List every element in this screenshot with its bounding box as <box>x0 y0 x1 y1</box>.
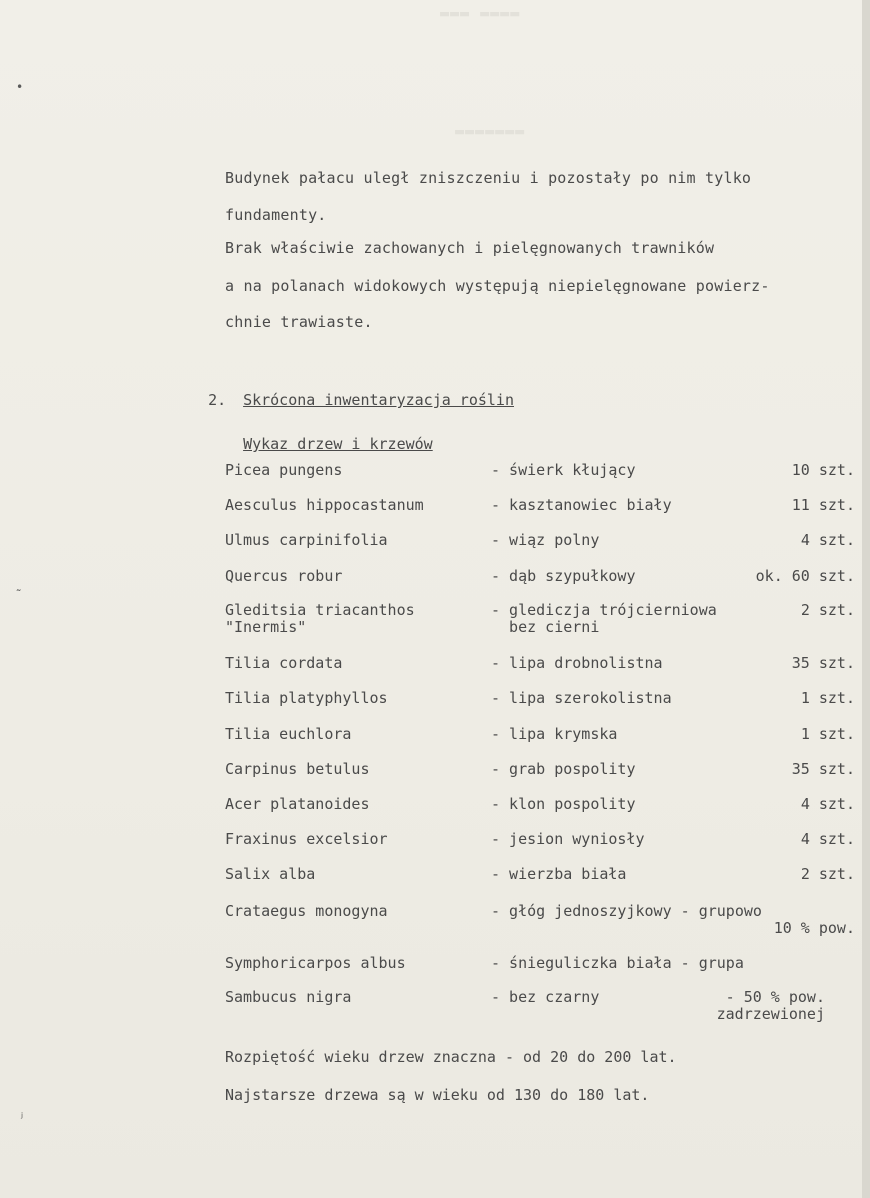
plant-latin-name: Gleditsia triacanthos "Inermis" <box>225 601 415 636</box>
plant-quantity: 4 szt. <box>800 531 855 549</box>
plant-polish-name: - wiąz polny <box>491 531 600 549</box>
section-heading <box>190 373 226 409</box>
plant-row <box>225 831 855 867</box>
plant-row <box>225 602 855 638</box>
plant-latin-name: Carpinus betulus <box>225 760 370 778</box>
plant-latin-name: Aesculus hippocastanum <box>225 496 424 514</box>
plant-row <box>225 532 855 568</box>
plant-row <box>225 655 855 691</box>
plant-polish-name: - dąb szypułkowy <box>491 567 636 585</box>
plant-latin-name: Ulmus carpinifolia <box>225 531 388 549</box>
plant-polish-name: - jesion wyniosły <box>491 830 645 848</box>
plant-latin-name: Fraxinus excelsior <box>225 830 388 848</box>
plant-latin-name: Quercus robur <box>225 567 343 585</box>
plant-polish-name: - głóg jednoszyjkowy - grupowo <box>491 902 762 920</box>
plant-latin-name: Salix alba <box>225 865 316 883</box>
section-number: 2. <box>208 391 227 409</box>
plant-polish-name: - lipa szerokolistna <box>491 689 672 707</box>
plant-row <box>225 726 855 762</box>
plant-row <box>225 761 855 797</box>
plant-polish-name: - lipa drobnolistna <box>491 654 663 672</box>
plant-polish-name: - lipa krymska <box>491 725 618 743</box>
plant-quantity: 10 szt. <box>791 461 855 479</box>
plant-latin-name: Sambucus nigra <box>225 988 352 1006</box>
plant-polish-name: - wierzba biała <box>491 865 627 883</box>
plant-quantity: 11 szt. <box>791 496 855 514</box>
plant-polish-name: - klon pospolity <box>491 795 636 813</box>
plant-quantity: 10 % pow. <box>773 919 855 937</box>
section-title <box>225 373 514 409</box>
plant-quantity: 4 szt. <box>800 830 855 848</box>
plant-row <box>225 903 855 937</box>
plant-quantity: 1 szt. <box>800 725 855 743</box>
plant-polish-name: - bez czarny <box>491 988 600 1006</box>
plant-polish-name: - kasztanowiec biały <box>491 496 672 514</box>
plant-polish-name: - grab pospolity <box>491 760 636 778</box>
plant-quantity: 4 szt. <box>800 795 855 813</box>
plant-polish-name: - glediczja trójcierniowa bez cierni <box>491 601 717 636</box>
paragraph-line: fundamenty. <box>225 206 327 224</box>
plant-quantity: 1 szt. <box>800 689 855 707</box>
paragraph-line: chnie trawiaste. <box>225 313 373 331</box>
plant-latin-name: Crataegus monogyna <box>225 902 388 920</box>
margin-speck: • <box>16 80 24 94</box>
plant-row <box>225 497 855 533</box>
plant-row <box>225 462 855 498</box>
plant-row <box>225 690 855 726</box>
plant-quantity: 35 szt. <box>791 760 855 778</box>
plant-quantity: 35 szt. <box>791 654 855 672</box>
plant-polish-name: - świerk kłujący <box>491 461 636 479</box>
plant-quantity: - 50 % pow. zadrzewionej <box>716 988 825 1023</box>
bleed-through-marks: ▬▬▬ ▬▬▬▬ <box>440 4 521 22</box>
plant-row <box>225 796 855 832</box>
note-line: Najstarsze drzewa są w wieku od 130 do 180 lat. <box>225 1086 650 1104</box>
page-edge <box>862 0 870 1198</box>
plant-latin-name: Tilia platyphyllos <box>225 689 388 707</box>
paragraph-line: a na polanach widokowych występują niepielęgnowane powierz- <box>225 277 770 295</box>
plant-row <box>225 866 855 902</box>
paragraph-line: Brak właściwie zachowanych i pielęgnowanych trawników <box>225 239 715 257</box>
paragraph-line: Budynek pałacu uległ zniszczeniu i pozostały po nim tylko <box>225 169 752 187</box>
subsection-title-text: Wykaz drzew i krzewów <box>243 435 433 453</box>
plant-latin-name: Acer platanoides <box>225 795 370 813</box>
plant-polish-name: - śnieguliczka biała - grupa <box>491 954 744 972</box>
plant-latin-name: Tilia euchlora <box>225 725 352 743</box>
margin-speck: ʲ <box>18 1110 26 1124</box>
section-title-text: Skrócona inwentaryzacja roślin <box>243 391 514 409</box>
plant-latin-name: Symphoricarpos albus <box>225 954 406 972</box>
plant-row <box>225 568 855 604</box>
note-line: Rozpiętość wieku drzew znaczna - od 20 do 200 lat. <box>225 1048 677 1066</box>
plant-quantity: 2 szt. <box>800 601 855 619</box>
margin-speck: ˜ <box>15 588 23 602</box>
plant-quantity: 2 szt. <box>800 865 855 883</box>
plant-row <box>225 989 855 1025</box>
plant-latin-name: Picea pungens <box>225 461 343 479</box>
plant-quantity: ok. 60 szt. <box>755 567 855 585</box>
plant-latin-name: Tilia cordata <box>225 654 343 672</box>
subsection-title <box>225 417 433 453</box>
bleed-through-marks: ▬▬▬▬▬▬▬ <box>455 122 526 140</box>
plant-row <box>225 955 855 991</box>
